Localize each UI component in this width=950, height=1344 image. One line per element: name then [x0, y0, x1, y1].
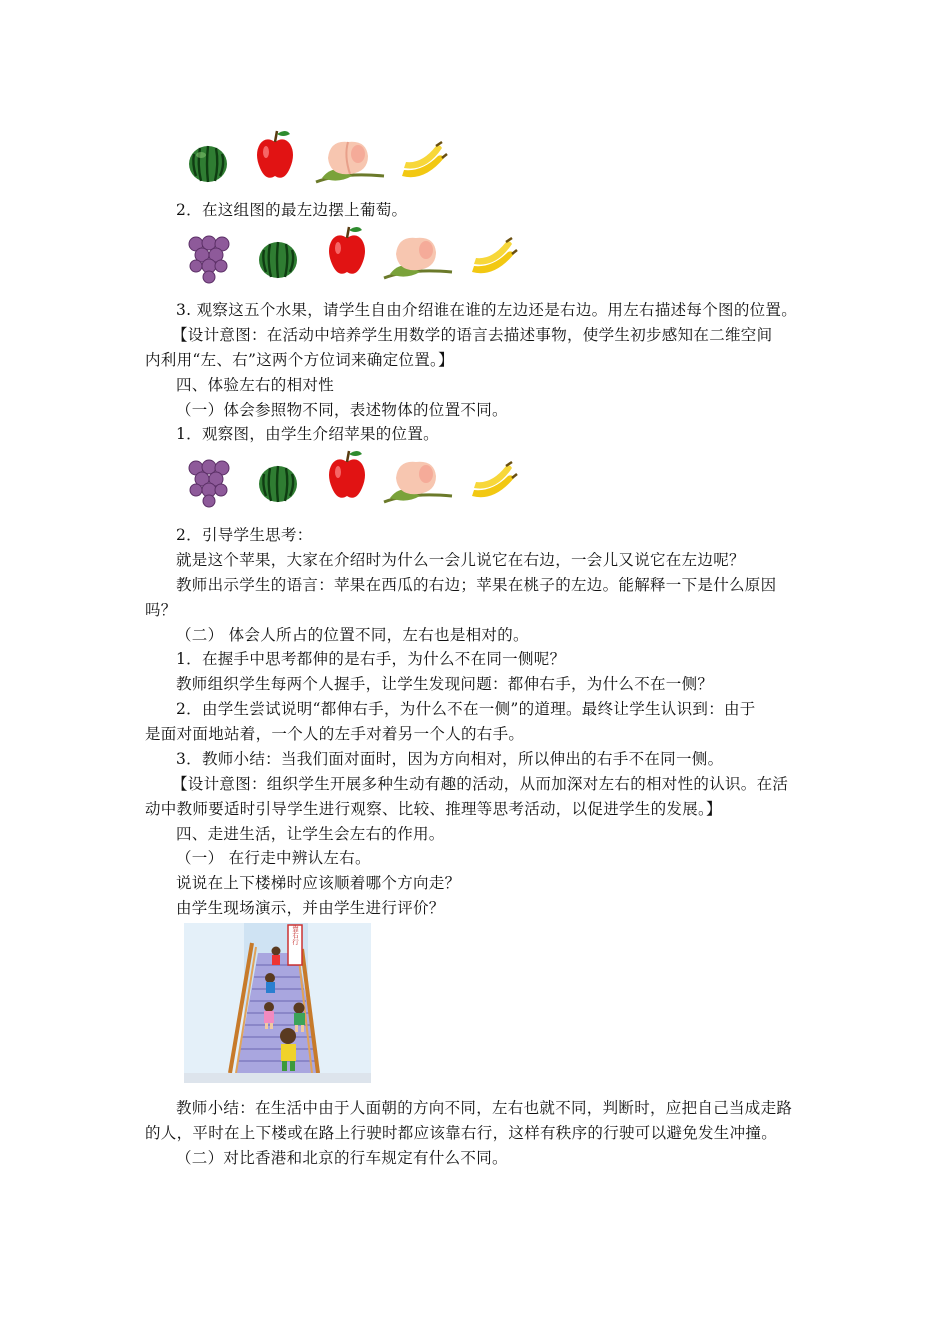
section-heading: 四、走进生活，让学生会左右的作用。 — [176, 825, 445, 843]
text-line: （二）对比香港和北京的行车规定有什么不同。 — [176, 1149, 508, 1167]
watermelon-icon — [256, 236, 300, 280]
text-line: 是面对面地站着，一个人的左手对着另一个人的右手。 — [145, 725, 525, 743]
text-line: 动中教师要适时引导学生进行观察、比较、推理等思考活动，以促进学生的发展。】 — [145, 800, 722, 818]
child-figure — [272, 947, 281, 966]
text-line: （二） 体会人所占的位置不同，左右也是相对的。 — [176, 626, 529, 644]
grapes-icon — [184, 456, 234, 508]
text-line: 【设计意图：在活动中培养学生用数学的语言去描述事物，使学生初步感知在二维空间 — [172, 326, 773, 344]
text-line: 说说在上下楼梯时应该顺着哪个方向走？ — [176, 874, 461, 892]
text-line: 2．在这组图的最左边摆上葡萄。 — [176, 201, 408, 219]
keep-right-sign — [288, 924, 302, 965]
text-line: 【设计意图：组织学生开展多种生动有趣的活动，从而加深对左右的相对性的认识。在活 — [172, 775, 789, 793]
text-line: 教师小结：在生活中由于人面朝的方向不同，左右也就不同，判断时，应把自己当成走路 — [176, 1099, 793, 1117]
sign-text: 靠右行 — [291, 925, 299, 945]
banana-icon — [468, 460, 520, 504]
text-line: 由学生现场演示，并由学生进行评价？ — [176, 899, 445, 917]
text-line: 1．观察图，由学生介绍苹果的位置。 — [176, 425, 439, 443]
text-line: （一） 在行走中辨认左右。 — [176, 849, 371, 867]
peach-icon — [380, 228, 456, 284]
child-figure — [265, 973, 275, 993]
text-line: 3. 观察这五个水果，请学生自由介绍谁在谁的左边还是右边。用左右描述每个图的位置。 — [176, 301, 798, 319]
peach-icon — [312, 132, 388, 188]
watermelon-icon — [256, 460, 300, 504]
apple-icon — [324, 224, 370, 280]
section-heading: 四、体验左右的相对性 — [176, 376, 335, 394]
apple-icon — [324, 448, 370, 504]
watermelon-icon — [186, 140, 230, 184]
text-line: 教师组织学生每两个人握手，让学生发现问题：都伸右手，为什么不在一侧？ — [176, 675, 714, 693]
text-line: 吗？ — [145, 601, 177, 619]
fruit-row-1 — [180, 128, 460, 190]
banana-icon — [468, 236, 520, 280]
peach-icon — [380, 452, 456, 508]
fruit-row-2 — [180, 224, 525, 286]
text-line: 3．教师小结：当我们面对面时，因为方向相对，所以伸出的右手不在同一侧。 — [176, 750, 724, 768]
text-line: 教师出示学生的语言：苹果在西瓜的右边；苹果在桃子的左边。能解释一下是什么原因 — [176, 576, 777, 594]
banana-icon — [398, 140, 450, 184]
text-line: 内利用“左、右”这两个方位词来确定位置。】 — [145, 351, 454, 369]
text-line: 1．在握手中思考都伸的是右手，为什么不在同一侧呢？ — [176, 650, 566, 668]
grapes-icon — [184, 232, 234, 284]
text-line: 的人，平时在上下楼或在路上行驶时都应该靠右行，这样有秩序的行驶可以避免发生冲撞。 — [145, 1124, 778, 1142]
text-line: （一）体会参照物不同，表述物体的位置不同。 — [176, 401, 508, 419]
fruit-row-3 — [180, 448, 525, 510]
text-line: 就是这个苹果，大家在介绍时为什么一会儿说它在右边，一会儿又说它在左边呢？ — [176, 551, 745, 569]
apple-icon — [252, 128, 298, 184]
text-line: 2．由学生尝试说明“都伸右手，为什么不在一侧”的道理。最终让学生认识到：由于 — [176, 700, 756, 718]
text-line: 2．引导学生思考： — [176, 526, 313, 544]
staircase-illustration — [184, 923, 371, 1083]
